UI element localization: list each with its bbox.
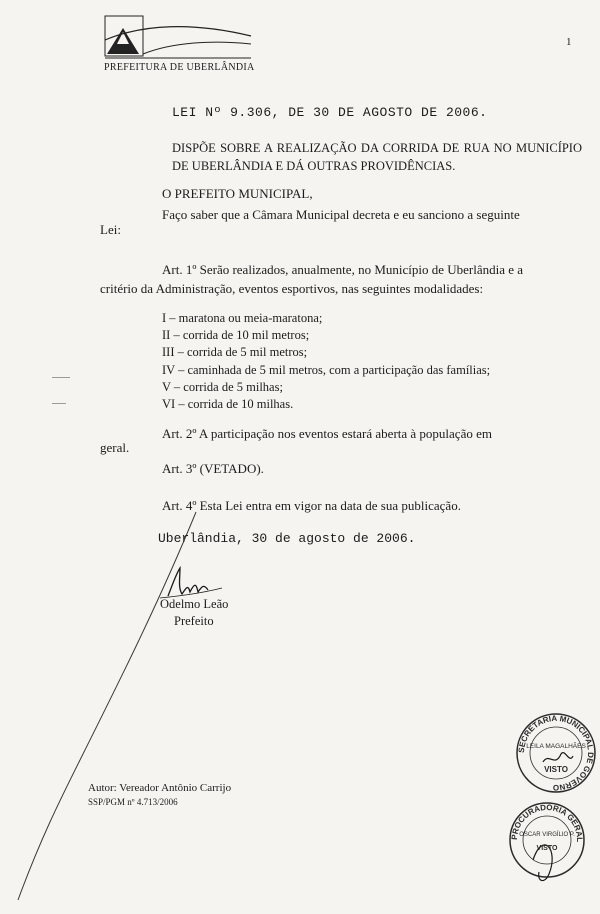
prefeitura-logo (103, 14, 253, 67)
article-1-line-1: Art. 1º Serão realizados, anualmente, no Município de Uberlândia e a (162, 262, 524, 277)
article-2-line-1: Art. 2º A participação nos eventos estará aberta à população em (162, 426, 492, 441)
svg-text:VISTO: VISTO (544, 765, 568, 774)
article-2-line-2: geral. (100, 440, 130, 455)
svg-text:OSCAR VIRGÍLIO P.: OSCAR VIRGÍLIO P. (519, 832, 575, 838)
margin-dash (52, 403, 66, 404)
article-1-line-2: critério da Administração, eventos esportivos, nas seguintes modalidades: (100, 281, 484, 296)
law-title: LEI Nº 9.306, DE 30 DE AGOSTO DE 2006. (172, 105, 488, 120)
svg-text:VISTO: VISTO (536, 845, 558, 852)
law-ementa: DISPÕE SOBRE A REALIZAÇÃO DA CORRIDA DE RUA NO MUNICÍPIO DE UBERLÂNDIA E DÁ OUTRAS PROVIDÊNCIAS. (172, 141, 582, 173)
svg-text:LEILA MAGALHÃES: LEILA MAGALHÃES (526, 743, 586, 750)
handwritten-signature (158, 566, 228, 600)
logo-caption: PREFEITURA DE UBERLÂNDIA (104, 62, 255, 73)
procuradoria-stamp (503, 790, 585, 890)
place-date: Uberlândia, 30 de agosto de 2006. (158, 531, 416, 546)
secretaria-stamp (515, 712, 597, 794)
list-item: VI – corrida de 10 milhas. (162, 397, 294, 412)
list-item: III – corrida de 5 mil metros; (162, 345, 308, 360)
list-item: V – corrida de 5 milhas; (162, 379, 283, 394)
margin-dash (52, 377, 70, 378)
list-item: IV – caminhada de 5 mil metros, com a participação das famílias; (162, 362, 491, 377)
modalities-list (162, 310, 490, 413)
list-item: II – corrida de 10 mil metros; (162, 328, 310, 343)
article-3: Art. 3º (VETADO). (162, 461, 264, 476)
svg-text:PROCURADORIA GERAL: PROCURADORIA GERAL (509, 802, 585, 843)
list-item: I – maratona ou meia-maratona; (162, 311, 323, 325)
preamble-heading: O PREFEITO MUNICIPAL, (162, 186, 313, 201)
preamble-lei-word: Lei: (100, 222, 121, 237)
signer-name: Odelmo Leão (160, 597, 229, 611)
page-number: 1 (566, 36, 572, 48)
article-4: Art. 4º Esta Lei entra em vigor na data de sua publicação. (162, 498, 461, 513)
svg-text:SECRETARIA MUNICIPAL DE GOVERN: SECRETARIA MUNICIPAL DE GOVERNO (516, 713, 596, 793)
preamble-intro: Faço saber que a Câmara Municipal decreta e eu sanciono a seguinte (162, 207, 520, 222)
protocol-number: SSP/PGM nº 4.713/2006 (88, 797, 178, 807)
author-line: Autor: Vereador Antônio Carrijo (88, 782, 232, 794)
signer-title: Prefeito (174, 614, 214, 628)
